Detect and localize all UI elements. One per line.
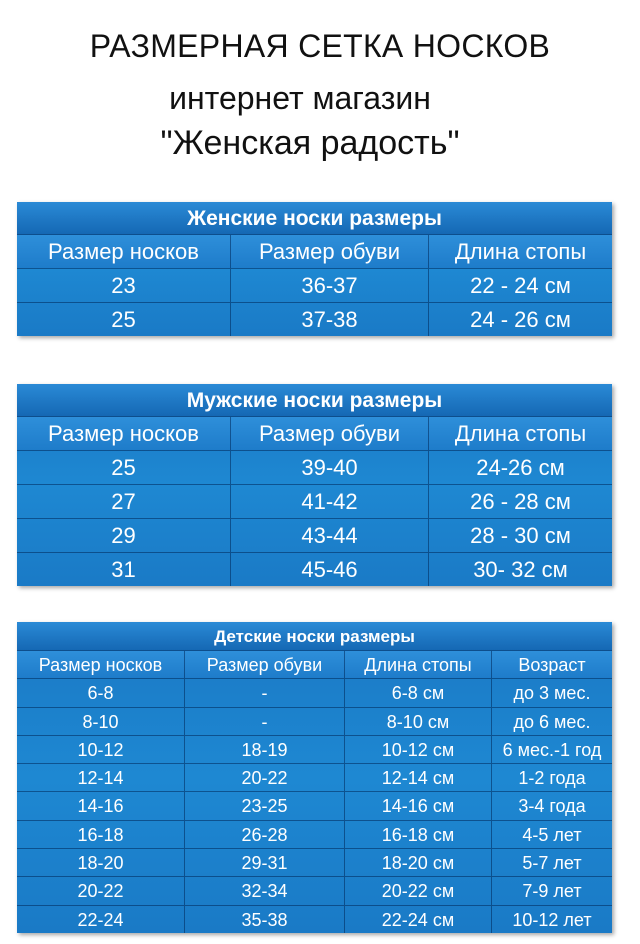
table-cell: 10-12 см: [345, 735, 492, 763]
table-cell: 24 - 26 см: [429, 302, 612, 336]
table-cell: 37-38: [231, 302, 429, 336]
table-cell: 3-4 года: [492, 791, 612, 819]
table-row: [17, 876, 612, 904]
shop-subtitle: интернет магазин: [169, 80, 431, 116]
table-cell: 28 - 30 см: [429, 518, 612, 552]
table-row: [17, 518, 612, 552]
table-cell: 10-12 лет: [492, 905, 612, 933]
table-cell: 4-5 лет: [492, 820, 612, 848]
table-cell: 36-37: [231, 268, 429, 302]
table-row: [17, 820, 612, 848]
column-header: Размер обуви: [231, 416, 429, 450]
table-cell: 10-12: [17, 735, 185, 763]
table-cell: 22-24 см: [345, 905, 492, 933]
table-cell: 45-46: [231, 552, 429, 586]
table-cell: 30- 32 см: [429, 552, 612, 586]
table-cell: 22 - 24 см: [429, 268, 612, 302]
table-row: [17, 450, 612, 484]
women-table-header-row: [17, 234, 612, 268]
table-row: [17, 905, 612, 933]
men-table-header-row: [17, 416, 612, 450]
table-cell: 12-14 см: [345, 763, 492, 791]
table-cell: 12-14: [17, 763, 185, 791]
table-cell: 8-10 см: [345, 707, 492, 735]
table-cell: 20-22: [17, 876, 185, 904]
table-cell: 7-9 лет: [492, 876, 612, 904]
table-row: [17, 302, 612, 336]
table-cell: 43-44: [231, 518, 429, 552]
table-cell: 27: [17, 484, 231, 518]
table-cell: 18-19: [185, 735, 345, 763]
table-cell: 18-20: [17, 848, 185, 876]
table-cell: до 3 мес.: [492, 678, 612, 706]
table-row: [17, 707, 612, 735]
table-row: [17, 484, 612, 518]
column-header: Длина стопы: [429, 234, 612, 268]
women-size-table: [17, 202, 612, 336]
table-cell: 23: [17, 268, 231, 302]
column-header: Размер носков: [17, 234, 231, 268]
column-header: Длина стопы: [429, 416, 612, 450]
column-header: Длина стопы: [345, 650, 492, 678]
column-header: Размер обуви: [231, 234, 429, 268]
table-cell: 22-24: [17, 905, 185, 933]
table-cell: 25: [17, 450, 231, 484]
kids-size-table: [17, 622, 612, 933]
table-cell: 20-22 см: [345, 876, 492, 904]
table-row: [17, 848, 612, 876]
table-cell: 8-10: [17, 707, 185, 735]
table-cell: 6-8 см: [345, 678, 492, 706]
table-row: [17, 735, 612, 763]
table-row: [17, 678, 612, 706]
table-cell: 20-22: [185, 763, 345, 791]
column-header: Размер носков: [17, 416, 231, 450]
table-cell: 14-16: [17, 791, 185, 819]
table-cell: 1-2 года: [492, 763, 612, 791]
column-header: Возраст: [492, 650, 612, 678]
table-cell: -: [185, 678, 345, 706]
table-cell: 31: [17, 552, 231, 586]
table-row: [17, 268, 612, 302]
page-title: РАЗМЕРНАЯ СЕТКА НОСКОВ: [89, 28, 551, 64]
kids-table-title: Детские носки размеры: [17, 622, 612, 650]
table-row: [17, 791, 612, 819]
table-cell: 16-18: [17, 820, 185, 848]
table-cell: 18-20 см: [345, 848, 492, 876]
table-cell: 29: [17, 518, 231, 552]
column-header: Размер обуви: [185, 650, 345, 678]
table-cell: 25: [17, 302, 231, 336]
table-cell: 5-7 лет: [492, 848, 612, 876]
table-cell: 24-26 см: [429, 450, 612, 484]
table-cell: 39-40: [231, 450, 429, 484]
kids-table-header-row: [17, 650, 612, 678]
men-table-title: Мужские носки размеры: [17, 384, 612, 416]
table-cell: 35-38: [185, 905, 345, 933]
table-cell: 6-8: [17, 678, 185, 706]
table-cell: 16-18 см: [345, 820, 492, 848]
table-cell: до 6 мес.: [492, 707, 612, 735]
table-cell: -: [185, 707, 345, 735]
table-cell: 23-25: [185, 791, 345, 819]
table-cell: 14-16 см: [345, 791, 492, 819]
table-cell: 26 - 28 см: [429, 484, 612, 518]
table-cell: 26-28: [185, 820, 345, 848]
table-row: [17, 763, 612, 791]
column-header: Размер носков: [17, 650, 185, 678]
men-size-table: [17, 384, 612, 586]
table-cell: 6 мес.-1 год: [492, 735, 612, 763]
table-cell: 41-42: [231, 484, 429, 518]
shop-name: "Женская радость": [160, 124, 460, 162]
table-cell: 32-34: [185, 876, 345, 904]
table-cell: 29-31: [185, 848, 345, 876]
table-row: [17, 552, 612, 586]
women-table-title: Женские носки размеры: [17, 202, 612, 234]
